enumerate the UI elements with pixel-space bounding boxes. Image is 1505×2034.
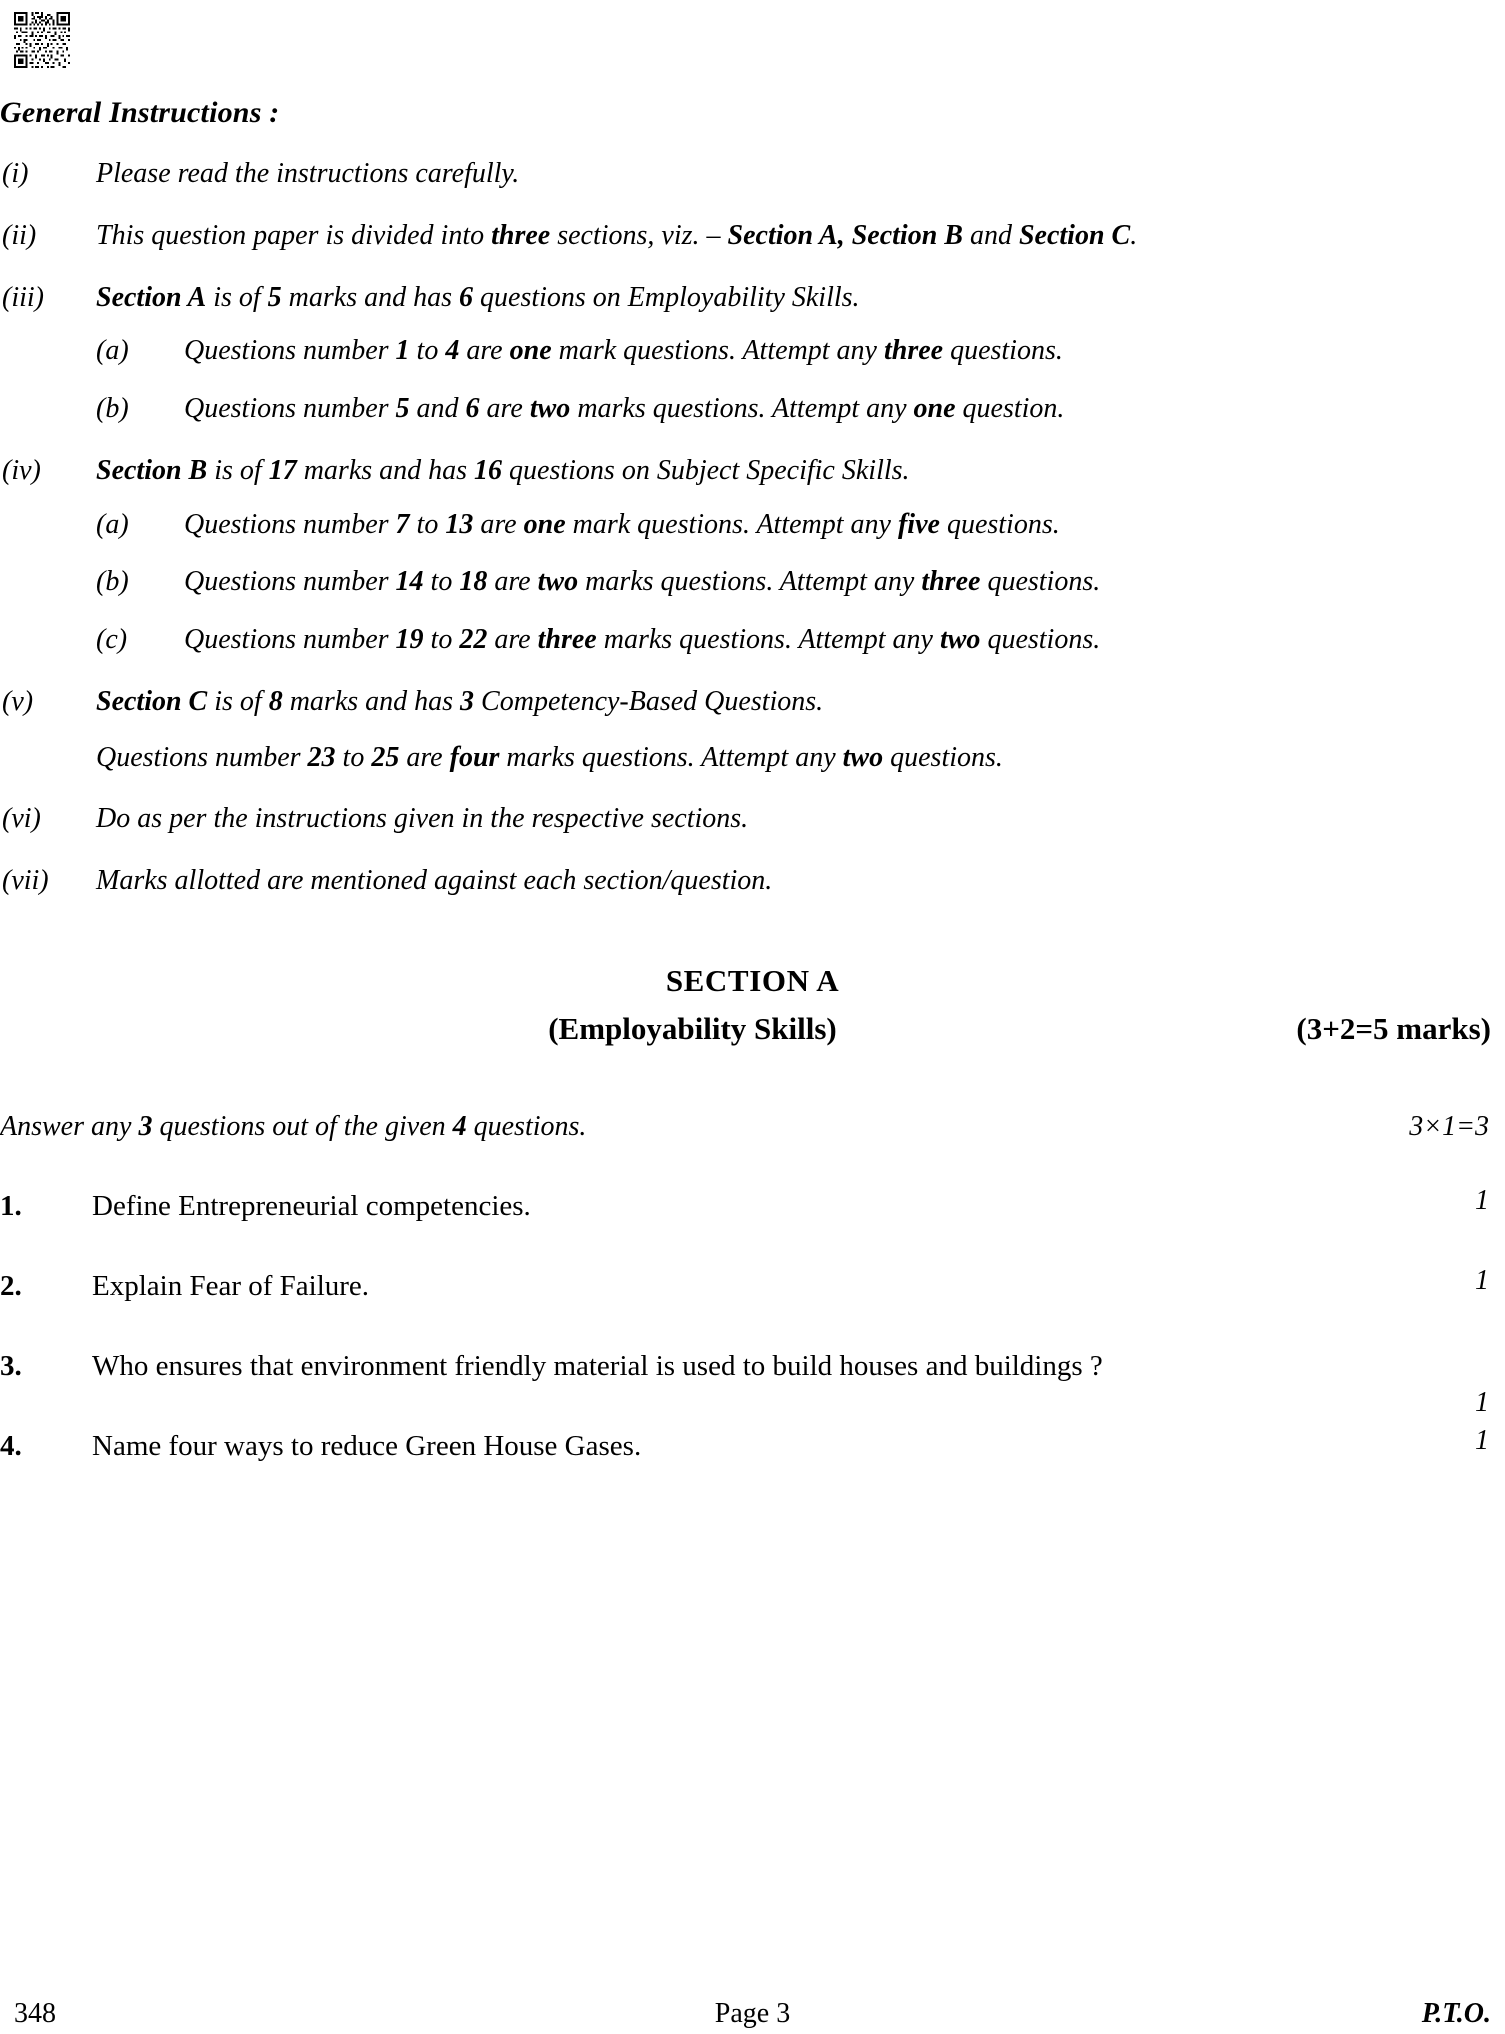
- section-a-block: [0, 963, 1505, 1053]
- question-text-2: Who ensures that environment friendly material is used to build houses and buildings ?: [92, 1349, 1103, 1382]
- instruction-cont-4-run-5: four: [449, 741, 500, 773]
- instruction-cont-4-run-3: 25: [371, 741, 400, 773]
- footer-paper-code: 348: [14, 1998, 56, 2029]
- instruction-subitem-3-0: [96, 505, 1505, 545]
- instruction-body-wrap-0: [96, 154, 1505, 194]
- instruction-body-wrap-6: [96, 861, 1505, 901]
- instruction-body-wrap-2: [96, 278, 1505, 429]
- answer-instruction-row: [0, 1107, 1505, 1147]
- answer-instruction-run-3: 4: [452, 1110, 467, 1142]
- instruction-sub-3-2-run-0: Questions number: [184, 624, 396, 655]
- instruction-subitem-2-0: [96, 331, 1505, 371]
- instruction-item-4: [0, 682, 1505, 778]
- answer-instruction-marks: 3×1=3: [1409, 1110, 1489, 1142]
- instruction-1-run-3: Section A, Section B: [727, 219, 963, 251]
- footer-pto: P.T.O.: [1421, 1998, 1491, 2029]
- instruction-2-run-1: is of: [206, 281, 268, 313]
- instruction-subtext-3-0: [184, 505, 1505, 545]
- instruction-sub-3-1-run-6: marks questions. Attempt any: [578, 566, 922, 598]
- answer-instruction-text: [0, 1107, 1505, 1147]
- instruction-submarker-2-0: (a): [96, 335, 129, 367]
- instruction-sub-3-2-run-1: 19: [395, 624, 424, 655]
- section-a-title: SECTION A: [665, 962, 840, 998]
- instruction-sub-2-0-run-8: questions.: [943, 335, 1063, 367]
- instruction-body-wrap-5: [96, 799, 1505, 839]
- section-a-marks: (3+2=5 marks): [1296, 1010, 1491, 1046]
- question-row-4: [0, 1425, 1505, 1467]
- instruction-cont-4-run-1: 23: [307, 741, 336, 773]
- instruction-4-run-0: Section C: [96, 685, 208, 717]
- answer-instruction-run-4: questions.: [466, 1110, 587, 1142]
- instruction-sub-2-1-run-1: 5: [395, 393, 410, 424]
- question-row-1: [0, 1185, 1505, 1227]
- instruction-text-1: [96, 216, 1505, 256]
- instruction-sub-3-1-run-3: 18: [459, 566, 488, 598]
- instruction-marker-1: (ii): [2, 219, 37, 251]
- instruction-3-run-1: is of: [207, 454, 269, 486]
- instruction-0-run-0: Please read the instructions carefully.: [96, 158, 520, 189]
- instruction-sub-3-1-run-2: to: [423, 566, 460, 598]
- instruction-submarker-3-2: (c): [96, 624, 128, 655]
- answer-instruction-run-0: Answer any: [0, 1110, 139, 1142]
- question-marks-2: 1: [1475, 1386, 1489, 1418]
- instruction-submarker-3-0: (a): [96, 508, 129, 540]
- instruction-text-3: [96, 451, 1505, 491]
- instruction-body-wrap-1: [96, 216, 1505, 256]
- instruction-cont-4-run-6: marks questions. Attempt any: [499, 741, 843, 773]
- instruction-subtext-3-2: [184, 620, 1505, 660]
- instruction-3-run-5: questions on Subject Specific Skills.: [502, 454, 910, 486]
- instruction-sub-3-2-run-4: are: [487, 624, 538, 655]
- question-row-3: [0, 1345, 1505, 1418]
- instruction-sub-3-2-run-2: to: [423, 624, 460, 655]
- instruction-3-run-0: Section B: [96, 454, 208, 486]
- instruction-body-wrap-4: [96, 682, 1505, 778]
- question-number-1: 2.: [0, 1269, 22, 1302]
- instruction-sub-3-1-run-0: Questions number: [184, 566, 396, 598]
- instruction-item-3: [0, 451, 1505, 660]
- instruction-4-run-1: is of: [207, 685, 269, 717]
- instruction-sub-3-2-run-7: two: [939, 624, 981, 655]
- instruction-sub-3-1-run-5: two: [537, 566, 579, 598]
- question-text-1: Explain Fear of Failure.: [92, 1269, 370, 1302]
- instruction-cont-4-run-8: questions.: [883, 741, 1003, 773]
- question-number-3: 4.: [0, 1429, 22, 1462]
- question-marks-3: 1: [1475, 1424, 1489, 1456]
- question-number-2: 3.: [0, 1349, 22, 1382]
- instruction-sub-3-1-run-8: questions.: [980, 566, 1101, 598]
- instructions-list: [0, 154, 1505, 901]
- question-marks-0: 1: [1475, 1184, 1489, 1216]
- question-list: [0, 1185, 1505, 1467]
- question-number-0: 1.: [0, 1189, 22, 1222]
- instruction-text-5: [96, 799, 1505, 839]
- instruction-sub-3-0-run-4: are: [473, 508, 524, 540]
- section-a-subtitle: (Employability Skills): [548, 1010, 837, 1046]
- instruction-1-run-4: and: [962, 219, 1019, 251]
- instruction-sub-2-1-run-7: one: [913, 393, 956, 424]
- instruction-sub-2-1-run-3: 6: [465, 393, 480, 424]
- instruction-submarker-3-1: (b): [96, 566, 129, 598]
- instruction-item-5: [0, 799, 1505, 839]
- instruction-4-run-5: Competency-Based Questions.: [474, 685, 824, 717]
- instruction-sub-2-0-run-0: Questions number: [184, 335, 396, 367]
- instruction-2-run-0: Section A: [96, 281, 207, 313]
- instruction-sub-3-0-run-2: to: [409, 508, 446, 540]
- instruction-subtext-2-1: [184, 389, 1505, 429]
- instruction-sub-3-0-run-6: mark questions. Attempt any: [565, 508, 898, 540]
- instruction-sub-3-2-run-8: questions.: [980, 624, 1101, 655]
- instruction-5-run-0: Do as per the instructions given in the respective sections.: [96, 803, 749, 835]
- instruction-sub-3-0-run-0: Questions number: [184, 508, 396, 540]
- instruction-subitems-3: [96, 505, 1505, 660]
- footer-page-number: Page 3: [714, 1998, 791, 2029]
- instruction-1-run-6: .: [1130, 219, 1138, 251]
- instruction-6-run-0: Marks allotted are mentioned against each section/question.: [96, 865, 773, 896]
- section-a-subtitle-row: [0, 1011, 1505, 1053]
- instruction-marker-6: (vii): [2, 865, 49, 896]
- instruction-1-run-5: Section C: [1018, 219, 1131, 251]
- instruction-sub-3-2-run-5: three: [537, 624, 597, 655]
- instruction-subitem-3-1: [96, 562, 1505, 602]
- instruction-marker-4: (v): [2, 685, 34, 717]
- instruction-2-run-2: 5: [267, 281, 282, 313]
- instruction-sub-2-1-run-0: Questions number: [184, 393, 396, 424]
- instruction-sub-2-0-run-2: to: [409, 335, 446, 367]
- instruction-body-wrap-3: [96, 451, 1505, 660]
- instruction-sub-2-1-run-8: question.: [955, 393, 1065, 424]
- document-content: [0, 96, 1505, 1467]
- instruction-item-6: [0, 861, 1505, 901]
- instruction-text-6: [96, 861, 1505, 901]
- instruction-4-run-4: 3: [460, 685, 475, 717]
- instruction-sub-2-0-run-4: are: [459, 335, 510, 367]
- instruction-marker-0: (i): [2, 158, 29, 189]
- instruction-sub-2-1-run-5: two: [529, 393, 571, 424]
- instruction-3-run-2: 17: [268, 454, 297, 486]
- question-text-3: Name four ways to reduce Green House Gases.: [92, 1429, 642, 1462]
- instruction-sub-3-1-run-1: 14: [395, 566, 424, 598]
- instruction-item-2: [0, 278, 1505, 429]
- instruction-sub-2-0-run-5: one: [509, 335, 552, 367]
- instruction-sub-3-0-run-8: questions.: [939, 508, 1060, 540]
- instruction-2-run-3: marks and has: [281, 281, 460, 313]
- instruction-4-run-2: 8: [268, 685, 283, 717]
- instruction-sub-3-2-run-6: marks questions. Attempt any: [596, 624, 940, 655]
- instruction-sub-2-0-run-3: 4: [445, 335, 460, 367]
- instruction-marker-2: (iii): [2, 281, 44, 313]
- instruction-cont-4-run-4: are: [399, 741, 450, 773]
- instruction-submarker-2-1: (b): [96, 393, 129, 424]
- instruction-4-run-3: marks and has: [282, 685, 461, 717]
- answer-instruction-run-1: 3: [138, 1110, 153, 1142]
- instruction-sub-3-0-run-7: five: [897, 508, 940, 540]
- instruction-sub-3-2-run-3: 22: [459, 624, 488, 655]
- instruction-3-run-4: 16: [474, 454, 503, 486]
- instruction-item-0: [0, 154, 1505, 194]
- instruction-sub-2-0-run-7: three: [883, 335, 944, 367]
- instruction-cont-4-run-7: two: [842, 741, 884, 773]
- instruction-cont-4-run-2: to: [335, 741, 372, 773]
- instruction-continuation-4: [96, 738, 1505, 778]
- instruction-text-4: [96, 682, 1505, 722]
- instruction-sub-2-1-run-6: marks questions. Attempt any: [570, 393, 914, 424]
- instruction-sub-3-1-run-4: are: [487, 566, 538, 598]
- question-text-0: Define Entrepreneurial competencies.: [92, 1189, 531, 1222]
- instruction-1-run-2: sections, viz. –: [550, 219, 728, 251]
- question-row-2: [0, 1265, 1505, 1307]
- instruction-item-1: [0, 216, 1505, 256]
- instruction-sub-3-0-run-3: 13: [445, 508, 474, 540]
- instruction-subitem-2-1: [96, 389, 1505, 429]
- instruction-sub-3-1-run-7: three: [921, 566, 981, 598]
- instruction-1-run-1: three: [491, 219, 551, 251]
- general-instructions-title: General Instructions :: [0, 96, 280, 129]
- instruction-subitem-3-2: [96, 620, 1505, 660]
- instruction-text-0: [96, 154, 1505, 194]
- page-footer: [0, 1990, 1505, 2030]
- instruction-2-run-5: questions on Employability Skills.: [473, 281, 860, 313]
- instruction-sub-3-0-run-5: one: [523, 508, 566, 540]
- question-marks-1: 1: [1475, 1264, 1489, 1296]
- instruction-sub-2-1-run-2: and: [409, 393, 466, 424]
- instruction-sub-2-0-run-6: mark questions. Attempt any: [551, 335, 884, 367]
- instruction-text-2: [96, 278, 1505, 318]
- qr-code-icon: [14, 12, 70, 68]
- instruction-1-run-0: This question paper is divided into: [96, 219, 492, 251]
- instruction-subtext-3-1: [184, 562, 1505, 602]
- instruction-cont-4-run-0: Questions number: [96, 741, 308, 773]
- instruction-sub-2-1-run-4: are: [479, 393, 530, 424]
- instruction-sub-2-0-run-1: 1: [395, 335, 410, 367]
- instruction-subtext-2-0: [184, 331, 1505, 371]
- instruction-3-run-3: marks and has: [296, 454, 475, 486]
- instruction-2-run-4: 6: [459, 281, 474, 313]
- instruction-subitems-2: [96, 331, 1505, 429]
- answer-instruction-run-2: questions out of the given: [152, 1110, 453, 1142]
- instruction-marker-5: (vi): [2, 803, 41, 835]
- instruction-sub-3-0-run-1: 7: [395, 508, 410, 540]
- instruction-marker-3: (iv): [2, 454, 41, 486]
